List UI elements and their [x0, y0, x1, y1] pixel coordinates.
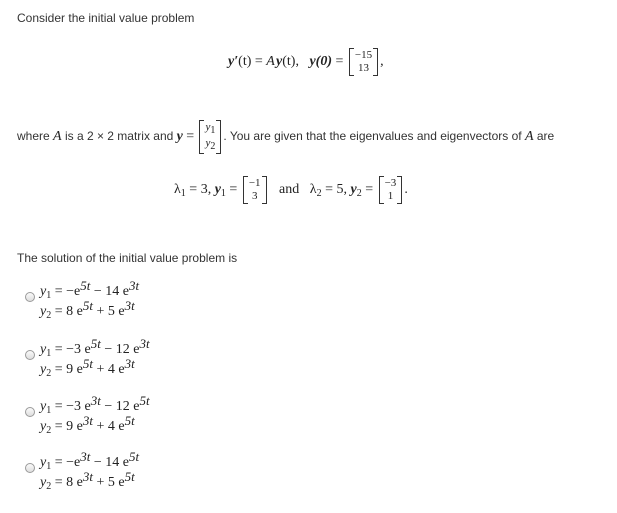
where-text: where A is a 2 × 2 matrix and y = y1 y2 . You are given that the eigenvalues and eigenvectors of A are — [17, 121, 555, 152]
option-3-line-1: $y_1 = -3$ e3t − 12 e5t — [40, 393, 150, 416]
option-2-line-2: $y_2 = 9$ e5t + 4 e3t — [40, 356, 135, 379]
ivp-equation: y′(t) = A y(t), y(0) = −15 13 , — [228, 49, 384, 74]
option-3-line-2: $y_2 = 9$ e3t + 4 e5t — [40, 413, 135, 436]
y-prime: y′ — [228, 54, 239, 70]
y-vector: y1 y2 — [199, 120, 221, 154]
intro-text: Consider the initial value problem — [17, 11, 195, 25]
initial-vector: −15 13 — [349, 48, 378, 76]
option-4-radio[interactable] — [25, 463, 35, 473]
option-1-line-1: $y_1 = -e5t - 14$ e3t — [40, 278, 140, 301]
option-1-line-2: $y_2 = 8$ e5t + 5 e3t — [40, 298, 135, 321]
y0-label: y(0) — [309, 54, 332, 70]
option-3-radio[interactable] — [25, 407, 35, 417]
eigenvector-1: −1 3 — [243, 176, 267, 204]
solution-heading: The solution of the initial value problem is — [17, 251, 238, 265]
option-2-line-1: $y_1 = -3$ e5t − 12 e3t — [40, 336, 150, 359]
eigenvector-2: −3 1 — [379, 176, 403, 204]
eigen-line: $\lambda_1 = 3$, $y_1$ = −1 3 and $\lambda_2 = 5$, $y_2$ = −3 1 . — [174, 177, 408, 202]
option-4-line-2: $y_2 = 8$ e3t + 5 e5t — [40, 469, 135, 492]
option-1-radio[interactable] — [25, 292, 35, 302]
option-4-line-1: $y_1 = -e3t - 14$ e5t — [40, 449, 140, 472]
option-2-radio[interactable] — [25, 350, 35, 360]
